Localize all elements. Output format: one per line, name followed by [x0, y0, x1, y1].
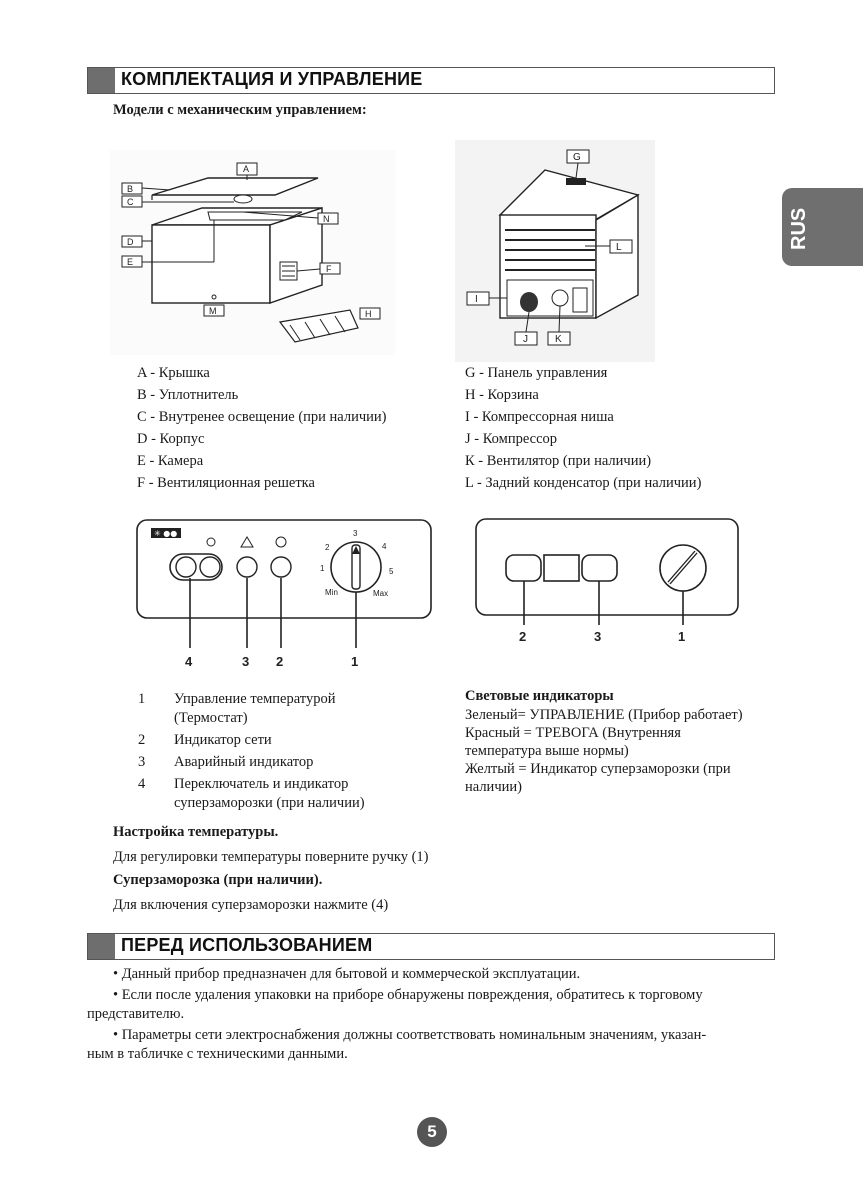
- svg-text:5: 5: [389, 567, 394, 576]
- para-2b: представителю.: [87, 1006, 185, 1022]
- label-i: I: [475, 294, 478, 305]
- section-header-contents: [87, 67, 775, 94]
- indicators-title: Световые индикаторы: [465, 688, 614, 704]
- temp-setting-text: Для регулировки температуры поверните ручку (1): [113, 849, 429, 865]
- svg-text:Max: Max: [373, 589, 389, 598]
- page-number: 5: [417, 1117, 447, 1147]
- label-j: J: [523, 334, 528, 345]
- temp-setting-title: Настройка температуры.: [113, 824, 279, 840]
- label-l: L: [616, 242, 622, 253]
- label-b: B: [127, 184, 134, 194]
- callout-3: 3: [594, 629, 602, 644]
- callout-2: 2: [276, 654, 284, 669]
- part-item: D - Корпус: [137, 431, 205, 447]
- freezer-front-diagram: [110, 150, 395, 355]
- para-1: • Данный прибор предназначен для бытовой и коммерческой эксплуатации.: [113, 966, 581, 982]
- part-item: B - Уплотнитель: [137, 387, 239, 403]
- part-item: J - Компрессор: [465, 431, 557, 447]
- part-item: К - Вентилятор (при наличии): [465, 453, 652, 469]
- part-item: F - Вентиляционная решетка: [137, 475, 315, 491]
- callout-1: 1: [678, 629, 686, 644]
- label-f: F: [326, 264, 332, 274]
- label-g: G: [573, 152, 581, 163]
- part-item: I - Компрессорная ниша: [465, 409, 614, 425]
- label-e: E: [127, 257, 134, 267]
- language-tab-label: RUS: [788, 207, 810, 250]
- svg-text:3: 3: [353, 529, 358, 538]
- label-m: M: [209, 306, 217, 316]
- label-c: C: [127, 197, 134, 207]
- section-title-before-use: ПЕРЕД ИСПОЛЬЗОВАНИЕМ: [121, 935, 373, 955]
- callout-3: 3: [242, 654, 250, 669]
- callout-4: 4: [185, 654, 193, 669]
- para-3b: ным в табличке с техническими данными.: [87, 1046, 348, 1062]
- callout-1: 1: [351, 654, 359, 669]
- para-2a: • Если после удаления упаковки на приборе обнаружены повреждения, обратитесь к торговому: [113, 987, 703, 1003]
- section-header-before-use: [87, 933, 775, 960]
- control-panel-alt: [474, 515, 742, 645]
- part-item: H - Корзина: [465, 387, 539, 403]
- svg-text:2: 2: [325, 543, 330, 552]
- label-d: D: [127, 237, 134, 247]
- label-h: H: [365, 309, 372, 319]
- svg-text:Min: Min: [325, 588, 338, 597]
- para-3a: • Параметры сети электроснабжения должны соответствовать номинальным значениям, указан-: [113, 1027, 707, 1043]
- part-item: C - Внутренее освещение (при наличии): [137, 409, 387, 425]
- part-item: A - Крышка: [137, 365, 210, 381]
- svg-text:1: 1: [320, 564, 325, 573]
- part-item: G - Панель управления: [465, 365, 608, 381]
- svg-text:4: 4: [382, 542, 387, 551]
- callout-2: 2: [519, 629, 527, 644]
- label-a: A: [243, 164, 250, 174]
- control-panel-mechanical: [136, 518, 434, 670]
- superfreeze-title: Суперзаморозка (при наличии).: [113, 872, 323, 888]
- section-title-contents: КОМПЛЕКТАЦИЯ И УПРАВЛЕНИЕ: [121, 69, 423, 89]
- label-k: K: [555, 334, 562, 345]
- part-item: E - Камера: [137, 453, 204, 469]
- superfreeze-text: Для включения суперзаморозки нажмите (4): [113, 897, 389, 913]
- models-subtitle: Модели с механическим управлением:: [113, 102, 367, 118]
- freezer-rear-diagram: [455, 140, 655, 362]
- language-tab: [782, 188, 863, 266]
- label-n: N: [323, 214, 330, 224]
- svg-text:✳ ●●: ✳ ●●: [154, 529, 178, 538]
- part-item: L - Задний конденсатор (при наличии): [465, 475, 702, 491]
